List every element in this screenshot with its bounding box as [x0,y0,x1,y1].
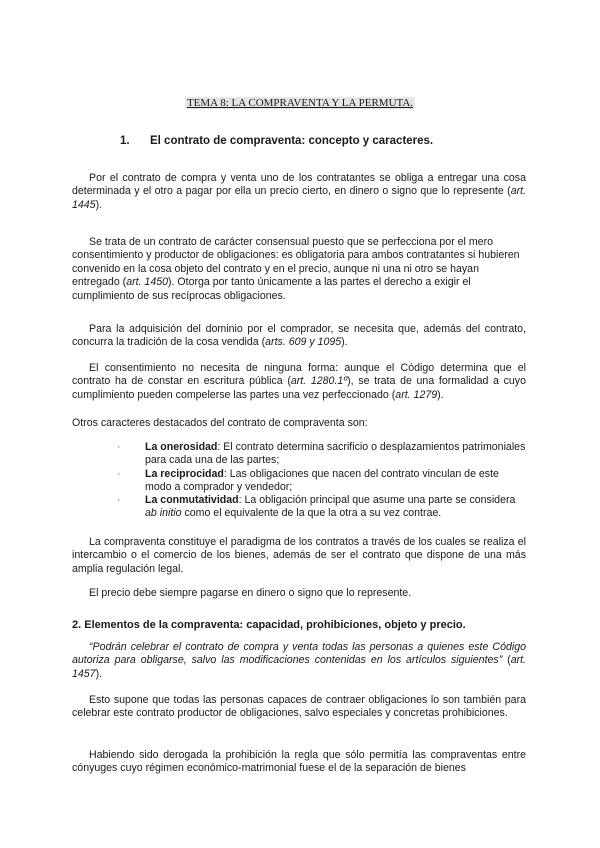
paragraph-otros-caracteres [72,417,526,430]
document-title [0,97,600,109]
paragraph-dominio-text: Para la adquisición del dominio por el comprador, se necesita que, además del contrato, concurra la tradición de la cosa vendida ( [72,323,526,349]
list-item-conmutatividad [117,494,526,521]
list-item-text: : La obligación principal que asume una parte se considera [238,494,516,506]
article-ref: art. 1457 [72,654,526,680]
list-item-onerosidad [117,441,526,468]
list-item-text: : Las obligaciones que nacen del contrato vinculan de este modo a comprador y vendedor; [145,468,499,494]
paragraph-capacidad-quote [72,641,526,681]
paragraph-quote-mid: ( [502,654,511,667]
article-ref: art. 1280.1º [290,375,348,388]
paragraph-otros-text: Otros caracteres destacados del contrato de compraventa son: [72,417,368,429]
section-1-number: 1. [120,135,130,147]
list-item-term: La reciprocidad [145,468,224,480]
section-2-title: 2. Elementos de la compraventa: capacidad, prohibiciones, objeto y precio. [72,619,466,631]
paragraph-conyuges-text: Habiendo sido derogada la prohibición la regla que sólo permitía las compraventas entre cónyuges cuyo régimen económico-matrimonial fuese el de la separación de bienes [72,749,526,775]
paragraph-paradigma [72,536,526,576]
bullet-marker: · [117,468,121,480]
article-ref: art. 1279 [395,388,438,401]
section-2-heading [72,619,466,631]
paragraph-consensual-text: Se trata de un contrato de carácter consensual puesto que se perfecciona por el mero consentimiento y productor de obligaciones: es obligatoria para ambos contratantes si hubieren convenido en la cosa objeto del contrato y en el precio, aunque ni una ni otro se hayan entregado ( [72,236,520,289]
paragraph-paradigma-text: La compraventa constituye el paradigma de los contratos a través de los cuales se realiza el intercambio o el comercio de los bienes, además de ser el contrato que dispone de una más amplia regulación legal. [72,536,526,575]
list-item-text: : El contrato determina sacrificio o desplazamientos patrimoniales para cada una de las partes; [145,441,526,467]
paragraph-forma-mid: ), se trata de una formalidad a cuyo cumplimiento pueden compelerse las partes una vez perfeccionado ( [72,375,526,401]
bullet-marker: · [117,441,121,453]
list-item-text-end: como el equivalente de la que la otra a su vez contrae. [181,507,442,520]
list-item-term: La onerosidad [145,441,218,453]
paragraph-dominio-end: ). [341,336,348,349]
legal-quote: “Podrán celebrar el contrato de compra y venta todas las personas a quienes este Código autoriza para obligarse, salvo las modificaciones contenidas en los artículos siguientes” [72,641,526,667]
paragraph-precio-text: El precio debe siempre pagarse en dinero o signo que lo represente. [89,587,412,599]
paragraph-forma-text: El consentimiento no necesita de ninguna forma: aunque el Código determina que el contrato ha de constar en escritura pública ( [72,362,526,388]
document-title-text: TEMA 8: LA COMPRAVENTA Y LA PERMUTA. [186,97,414,109]
paragraph-capaces [72,694,526,721]
article-ref: arts. 609 y 1095 [265,336,342,349]
paragraph-dominio [72,323,526,350]
paragraph-definition-end: ). [95,198,103,211]
paragraph-definition-text: Por el contrato de compra y venta uno de los contratantes se obliga a entregar una cosa determinada y el otro a pagar por ella un precio cierto, en dinero o signo que lo represente ( [72,172,526,198]
paragraph-forma [72,362,526,402]
paragraph-forma-end: ). [437,388,444,401]
article-ref: art. 1445 [72,185,526,211]
paragraph-consensual [72,236,526,303]
paragraph-precio [72,587,526,600]
bullet-marker: · [117,494,121,506]
section-1-title: El contrato de compraventa: concepto y caracteres. [150,135,434,147]
paragraph-consensual-end: ). Otorga por tanto únicamente a las partes el derecho a exigir el cumplimiento de sus recíprocas obligaciones. [72,276,471,302]
paragraph-capaces-text: Esto supone que todas las personas capaces de contraer obligaciones lo son también para celebrar este contrato productor de obligaciones, salvo especiales y concretas prohibiciones. [72,694,526,720]
article-ref: art. 1450 [126,276,169,289]
list-item-italic: ab initio [145,507,182,520]
paragraph-quote-end: ). [95,667,103,680]
list-item-term: La conmutatividad [145,494,239,506]
paragraph-definition [72,172,526,212]
paragraph-conyuges [72,749,526,776]
list-item-reciprocidad [117,468,526,495]
section-1-heading [120,135,433,147]
